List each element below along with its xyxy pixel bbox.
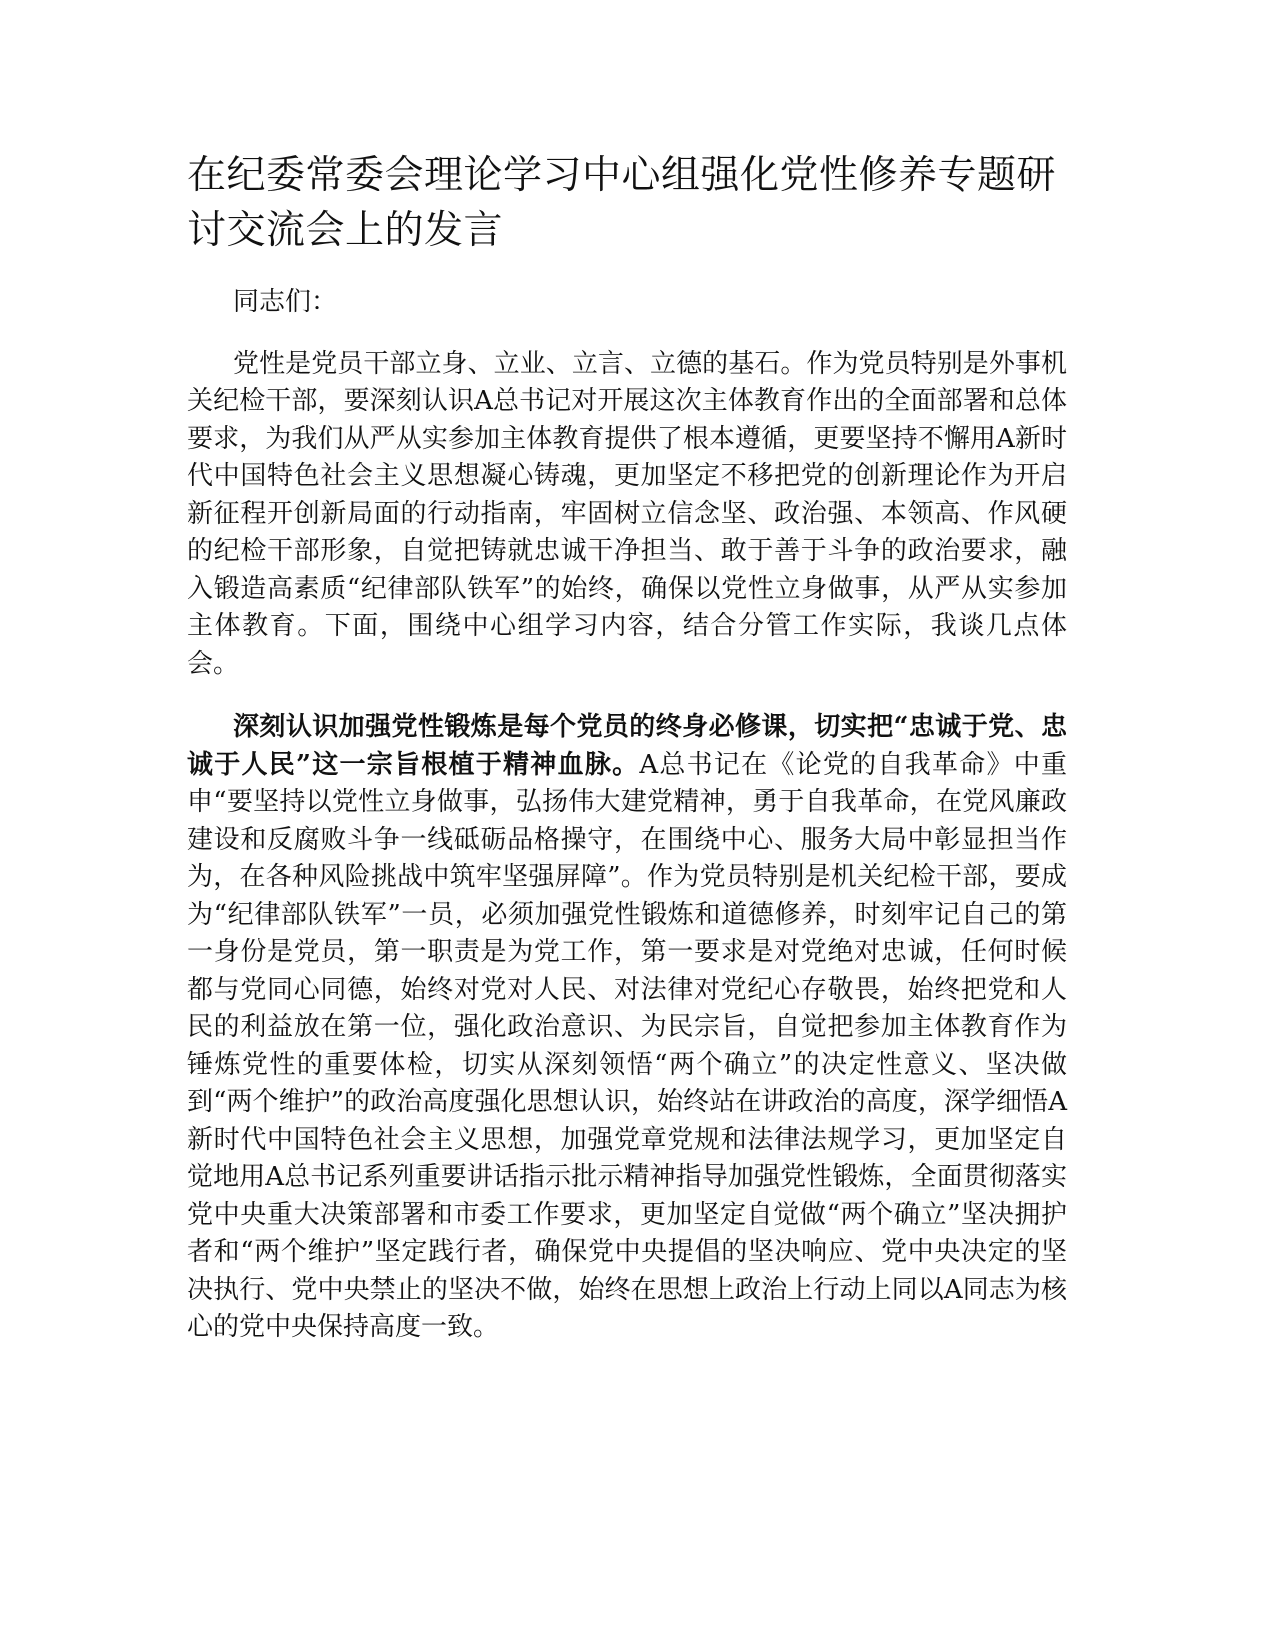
paragraph-2-text: A总书记在《论党的自我革命》中重申“要坚持以党性立身做事，弘扬伟大建党精神，勇于自我革命，在党风廉政建设和反腐败斗争一线砥砺品格操守，在围绕中心、服务大局中彰显担当作为，在各种风险挑战中筑牢坚强屏障”。作为党员特别是机关纪检干部，要成为“纪律部队铁军”一员，必须加强党性锻炼和道德修养，时刻牢记自己的第一身份是党员，第一职责是为党工作，第一要求是对党绝对忠诚，任何时候都与党同心同德，始终对党对人民、对法律对党纪心存敬畏，始终把党和人民的利益放在第一位，强化政治意识、为民宗旨，自觉把参加主体教育作为锤炼党性的重要体检，切实从深刻领悟“两个确立”的决定性意义、坚决做到“两个维护”的政治高度强化思想认识，始终站在讲政治的高度，深学细悟A新时代中国特色社会主义思想，加强党章党规和法律法规学习，更加坚定自觉地用A总书记系列重要讲话指示批示精神指导加强党性锻炼，全面贯彻落实党中央重大决策部署和市委工作要求，更加坚定自觉做“两个确立”坚决拥护者和“两个维护”坚定践行者，确保党中央提倡的坚决响应、党中央决定的坚决执行、党中央禁止的坚决不做，始终在思想上政治上行动上同以A同志为核心的党中央保持高度一致。: [187, 749, 1067, 1342]
document-page: [187, 148, 1067, 1347]
body-paragraph-1: [187, 346, 1067, 684]
document-title: 在纪委常委会理论学习中心组强化党性修养专题研讨交流会上的发言: [187, 153, 1057, 253]
paragraph-1-text: 党性是党员干部立身、立业、立言、立德的基石。作为党员特别是外事机关纪检干部，要深刻认识A总书记对开展这次主体教育作出的全面部署和总体要求，为我们从严从实参加主体教育提供了根本遵循，更要坚持不懈用A新时代中国特色社会主义思想凝心铸魂，更加坚定不移把党的创新理论作为开启新征程开创新局面的行动指南，牢固树立信念坚、政治强、本领高、作风硬的纪检干部形象，自觉把铸就忠诚干净担当、敢于善于斗争的政治要求，融入锻造高素质“纪律部队铁军”的始终，确保以党性立身做事，从严从实参加主体教育。下面，围绕中心组学习内容，结合分管工作实际，我谈几点体会。: [187, 348, 1067, 679]
paragraph-2-lead-sentence: 深刻认识加强党性锻炼是每个党员的终身必修课，切实把“忠诚于党、忠诚于人民”这一宗旨根植于精神血脉。: [187, 712, 1067, 780]
body-paragraph-2: [187, 709, 1067, 1347]
salutation: 同志们：: [233, 287, 338, 317]
